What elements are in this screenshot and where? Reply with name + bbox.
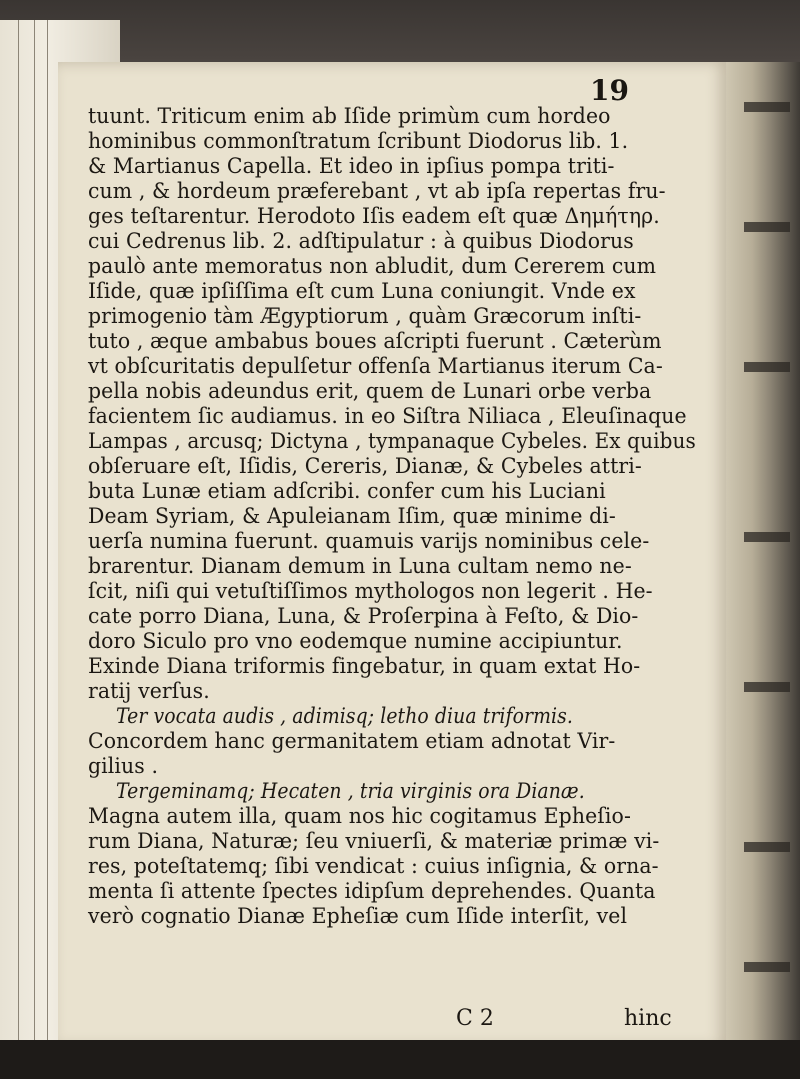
text-line: ratij verſus.: [88, 679, 210, 704]
right-page-edge: [726, 62, 800, 1047]
text-line: Iſide, quæ ipſiſſima eſt cum Luna coniungit. Vnde ex: [88, 279, 636, 304]
text-line: brarentur. Dianam demum in Luna cultam nemo ne-: [88, 554, 632, 579]
page-number: 19: [590, 74, 629, 107]
verse-line: Ter vocata audis , adimisq; letho diua triformis.: [116, 704, 573, 729]
text-line: Concordem hanc germanitatem etiam adnotat Vir-: [88, 729, 616, 754]
signature-mark: C 2: [456, 1006, 494, 1031]
text-line: Exinde Diana triformis fingebatur, in quam extat Ho-: [88, 654, 641, 679]
text-line: buta Lunæ etiam adſcribi. confer cum his Luciani: [88, 479, 606, 504]
catchword: hinc: [624, 1006, 672, 1031]
text-line: cate porro Diana, Luna, & Proſerpina à Feſto, & Dio-: [88, 604, 639, 629]
text-line: uerſa numina fuerunt. quamuis varijs nominibus cele-: [88, 529, 650, 554]
text-line: vt obſcuritatis depulſetur offenſa Martianus iterum Ca-: [88, 354, 663, 379]
text-line: verò cognatio Dianæ Epheſiæ cum Iſide interſit, vel: [88, 904, 628, 929]
text-line: res, poteſtatemq; ſibi vendicat : cuius inſignia, & orna-: [88, 854, 659, 879]
text-line: Lampas , arcusq; Dictyna , tympanaque Cybeles. Ex quibus: [88, 429, 696, 454]
scan-top-background: [0, 0, 800, 62]
text-line: cui Cedrenus lib. 2. adſtipulatur : à quibus Diodorus: [88, 229, 634, 254]
text-line: Magna autem illa, quam nos hic cogitamus Epheſio-: [88, 804, 631, 829]
text-line: tuunt. Triticum enim ab Iſide primùm cum hordeo: [88, 104, 611, 129]
text-line: gilius .: [88, 754, 159, 779]
text-line: paulò ante memoratus non abludit, dum Cererem cum: [88, 254, 657, 279]
text-line: doro Siculo pro vno eodemque numine accipiuntur.: [88, 629, 623, 654]
text-line: menta ſi attente ſpectes idipſum deprehendes. Quanta: [88, 879, 656, 904]
scan-bottom-background: [0, 1040, 800, 1079]
text-line: ges teſtarentur. Herodoto Iſis eadem eſt quæ Δημήτηρ.: [88, 204, 660, 229]
text-line: hominibus commonſtratum ſcribunt Diodorus lib. 1.: [88, 129, 629, 154]
text-line: primogenio tàm Ægyptiorum , quàm Græcorum inſti-: [88, 304, 642, 329]
text-line: facientem ſic audiamus. in eo Siſtra Niliaca , Eleuſinaque: [88, 404, 687, 429]
book-page: [58, 62, 726, 1047]
text-line: tuto , æque ambabus boues aſcripti fuerunt . Cæterùm: [88, 329, 662, 354]
text-line: obſeruare eſt, Iſidis, Cereris, Dianæ, & Cybeles attri-: [88, 454, 642, 479]
text-line: pella nobis adeundus erit, quem de Lunari orbe verba: [88, 379, 652, 404]
text-line: ſcit, niſi qui vetuſtiſſimos mythologos non legerit . He-: [88, 579, 653, 604]
text-line: & Martianus Capella. Et ideo in ipſius pompa triti-: [88, 154, 615, 179]
text-line: Deam Syriam, & Apuleianam Iſim, quæ minime di-: [88, 504, 616, 529]
verse-line: Tergeminamq; Hecaten , tria virginis ora Dianæ.: [116, 779, 585, 804]
text-line: rum Diana, Naturæ; ſeu vniuerſi, & materiæ primæ vi-: [88, 829, 660, 854]
text-line: cum , & hordeum præferebant , vt ab ipſa repertas fru-: [88, 179, 666, 204]
